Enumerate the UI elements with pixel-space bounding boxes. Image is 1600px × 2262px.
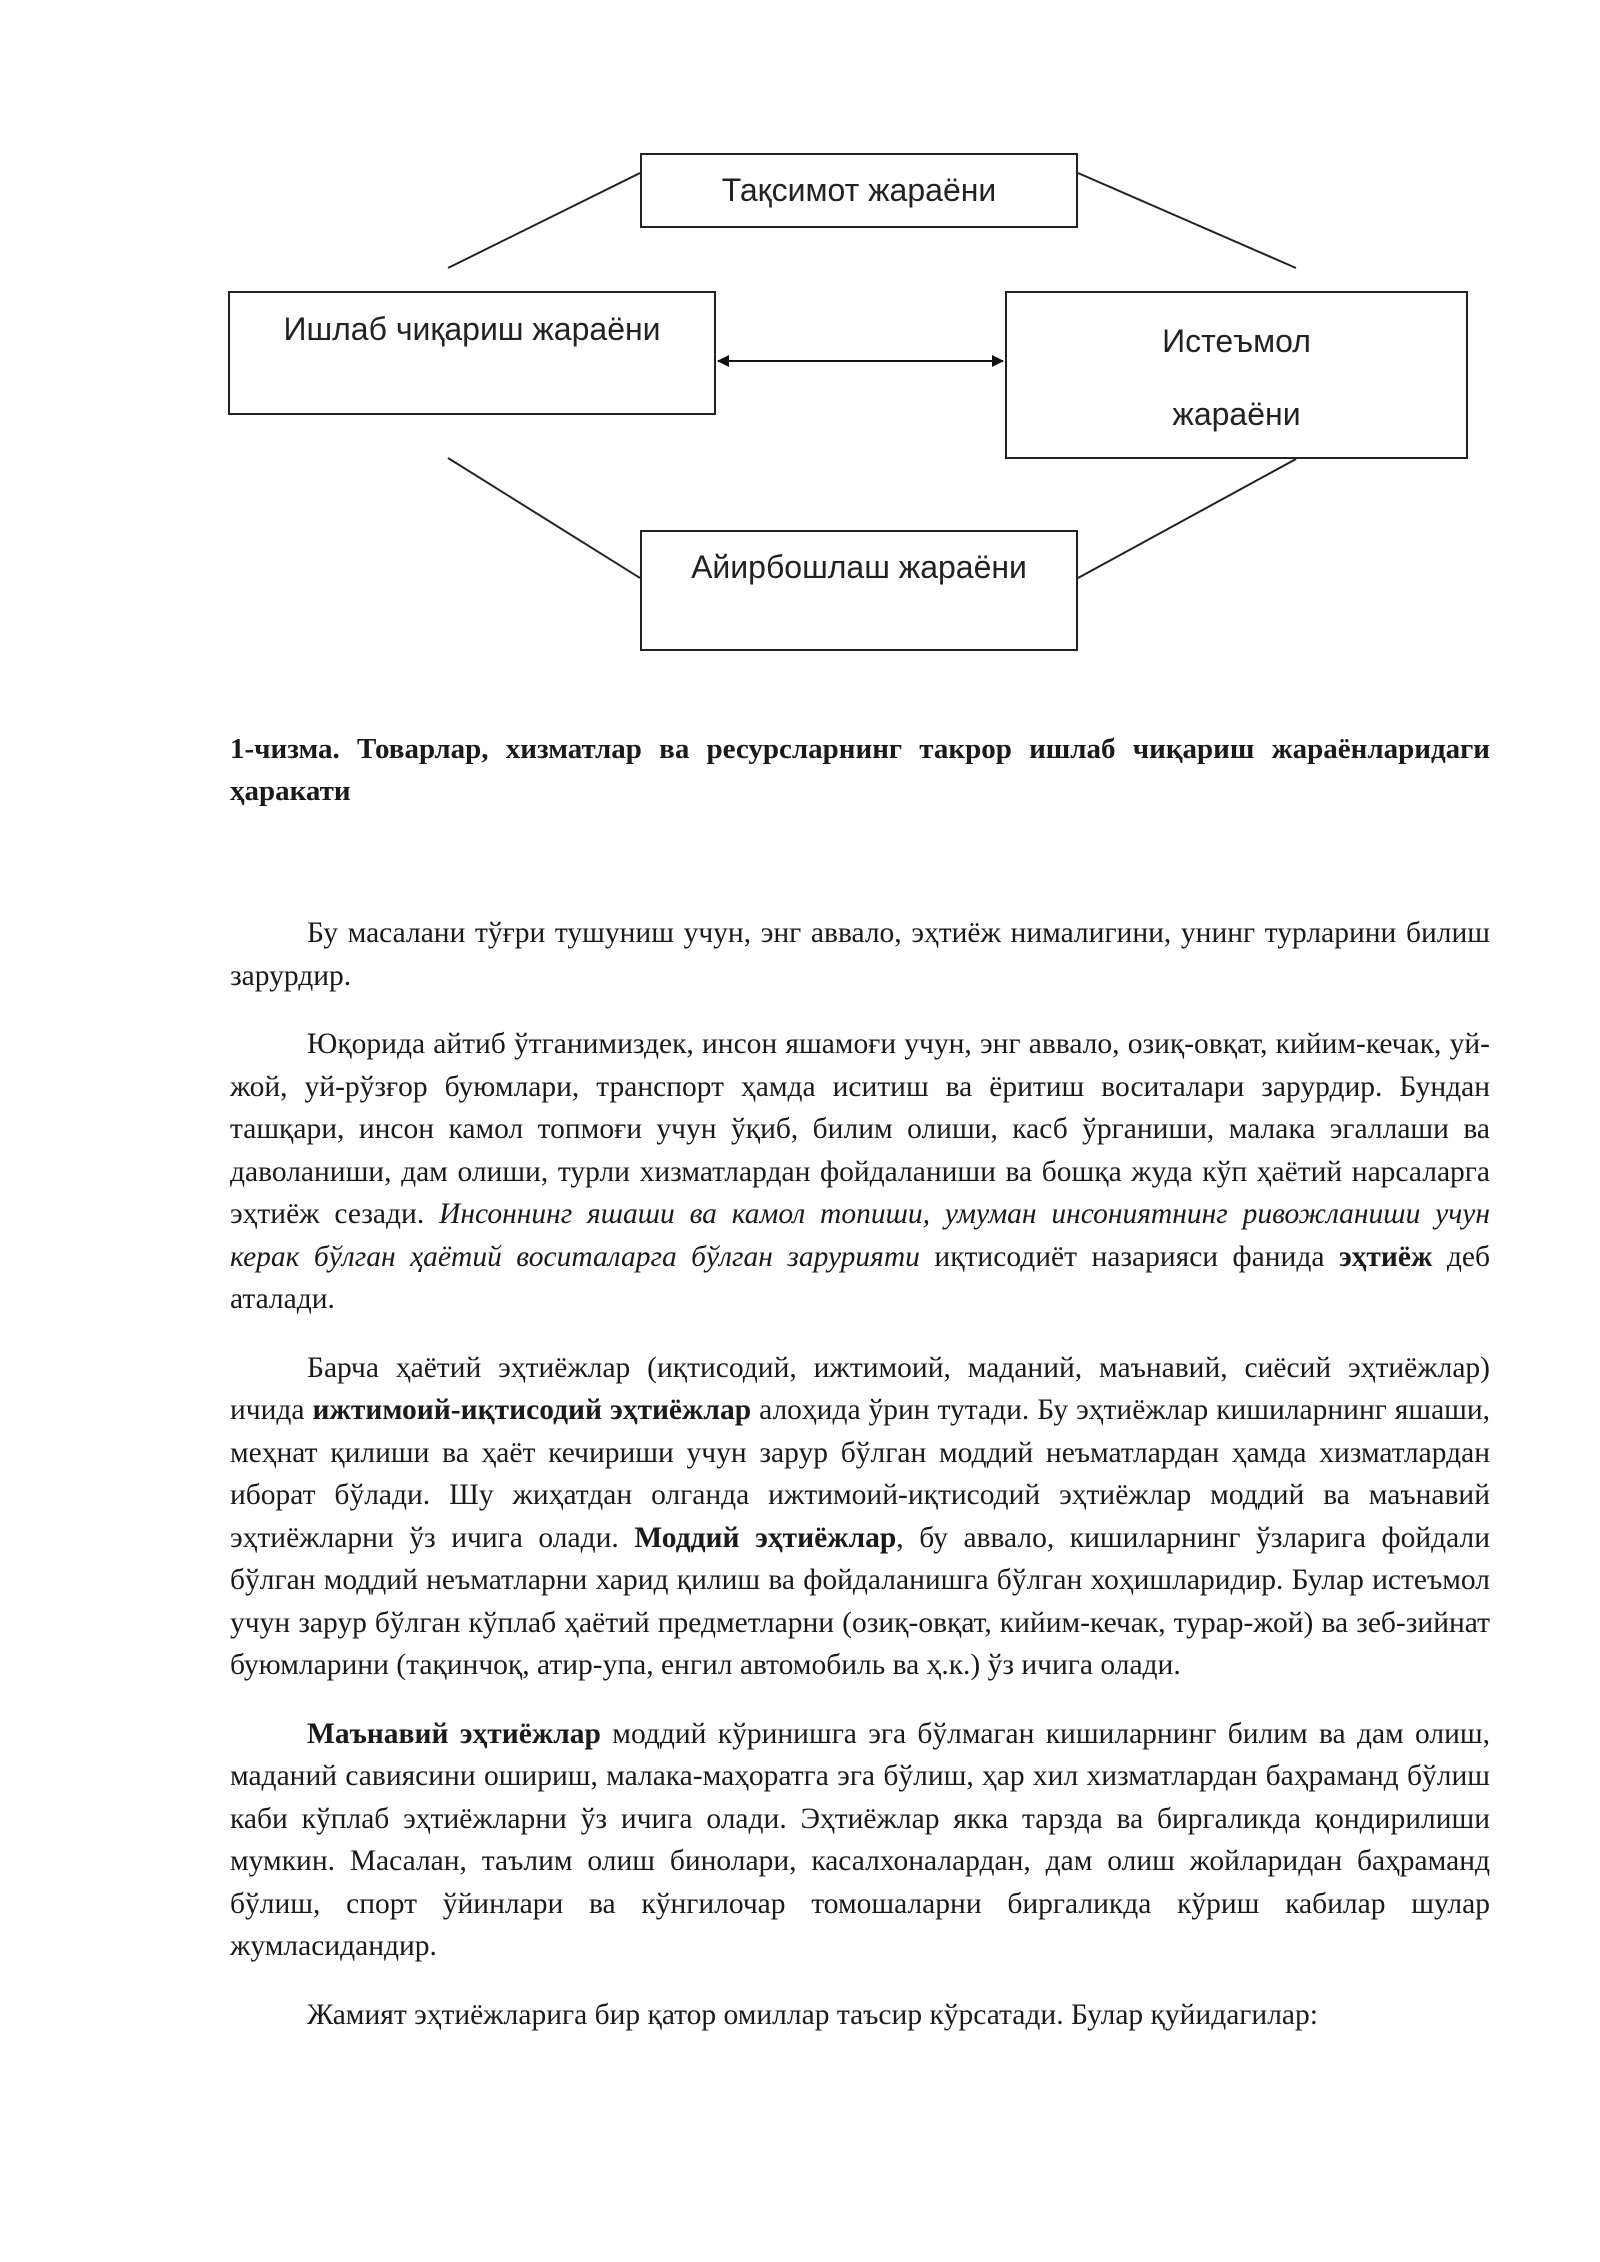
consumption-process-label-line1: Истеъмол [1162,323,1311,359]
connector-line-top-left [448,173,640,268]
consumption-process-label-line2: жараёни [1172,396,1301,432]
term-need: эҳтиёж [1338,1240,1433,1273]
paragraph-2-text-e: деб аталади. [230,1240,1491,1315]
distribution-process-label: Тақсимот жараёни [721,172,997,208]
exchange-process-box [640,530,1078,651]
term-socio-economic-needs: ижтимоий-иқтисодий эҳтиёжлар [312,1394,752,1426]
connector-line-bottom-left [448,458,640,578]
paragraph-2-italic-definition: Инсоннинг яшаши ва камол топиши, умуман инсониятнинг ривожланиши учун керак бўлган ҳаётий воситаларга бўлган зарурияти [230,1198,1491,1273]
production-process-box [228,291,716,415]
connector-line-bottom-right [1078,459,1296,578]
body-text [230,912,1490,2062]
production-process-label: Ишлаб чиқариш жараёни [283,311,661,347]
paragraph-4-text-b: моддий кўринишга эга бўлмаган кишиларнинг билим ва дам олиш, маданий савиясини ошириш, малака-маҳоратга эга бўлиш, ҳар хил хизматлардан баҳраманд бўлиш каби кўплаб эҳтиёжларни ўз ичига олади. Эҳтиёжлар якка тарзда ва биргаликда қондирилиши мумкин. Масалан, таълим олиш бинолари, касалхоналардан, дам олиш жойларидан баҳраманд бўлиш, спорт ўйинлари ва кўнгилочар томошаларни биргаликда кўриш кабилар шулар жумласидандир. [230,1717,1490,1962]
connector-line-top-right [1078,173,1296,268]
paragraph-3-text-c: алоҳида ўрин тутади. Бу эҳтиёжлар кишиларнинг яшаши, меҳнат қилиши ва ҳаёт кечириши учун зарур бўлган моддий неъматлардан ҳамда хизматлардан иборат бўлади. Шу жиҳатдан олганда ижтимоий-иқтисодий эҳтиёжлар моддий ва маънавий эҳтиёжларни ўз ичига олади. [230,1394,1491,1554]
figure-caption: 1-чизма. Товарлар, хизматлар ва ресурсларнинг такрор ишлаб чиқариш жараёнларидаги ҳаракати [230,733,1490,807]
paragraph-4 [230,1713,1490,1968]
paragraph-3 [230,1347,1490,1687]
paragraph-1: Бу масалани тўғри тушуниш учун, энг аввало, эҳтиёж нималигини, унинг турларини билиш зарурдир. [230,917,1490,992]
term-spiritual-needs: Маънавий эҳтиёжлар [307,1717,601,1750]
exchange-process-label: Айирбошлаш жараёни [691,549,1027,585]
paragraph-2-text-c: иқтисодиёт назарияси фанида [934,1240,1325,1273]
paragraph-3-text-e: , бу аввало, кишиларнинг ўзларига фойдали бўлган моддий неъматларни харид қилиш ва фойдаланишга бўлган хоҳишларидир. Булар истеъмол учун зарур бўлган кўплаб ҳаётий предметларни (озиқ-овқат, кийим-кечак, турар-жой) ва зеб-зийнат буюмларини (тақинчоқ, атир-упа, енгил автомобиль ва ҳ.к.) ўз ичига олади. [230,1521,1491,1681]
distribution-process-box [640,153,1078,228]
term-material-needs: Моддий эҳтиёжлар [634,1521,897,1554]
consumption-process-box [1005,291,1468,459]
paragraph-3-text-a: Барча ҳаётий эҳтиёжлар (иқтисодий, ижтимоий, маданий, маънавий, сиёсий эҳтиёжлар) ичида [230,1351,1490,1426]
paragraph-5: Жамият эҳтиёжларига бир қатор омиллар таъсир кўрсатади. Булар қуйидагилар: [307,1998,1318,2031]
paragraph-2 [230,1023,1490,1321]
paragraph-2-text-a: Юқорида айтиб ўтганимиздек, инсон яшамоғи учун, энг аввало, озиқ-овқат, кийим-кечак, уй-жой, уй-рўзғор буюмлари, транспорт ҳамда иситиш ва ёритиш воситалари зарурдир. Бундан ташқари, инсон камол топмоғи учун ўқиб, билим олиши, касб ўрганиши, малака эгаллаши ва даволаниши, дам олиши, турли хизматлардан фойдаланиши ва бошқа жуда кўп ҳаётий нарсаларга эҳтиёж сезади. [230,1028,1490,1230]
